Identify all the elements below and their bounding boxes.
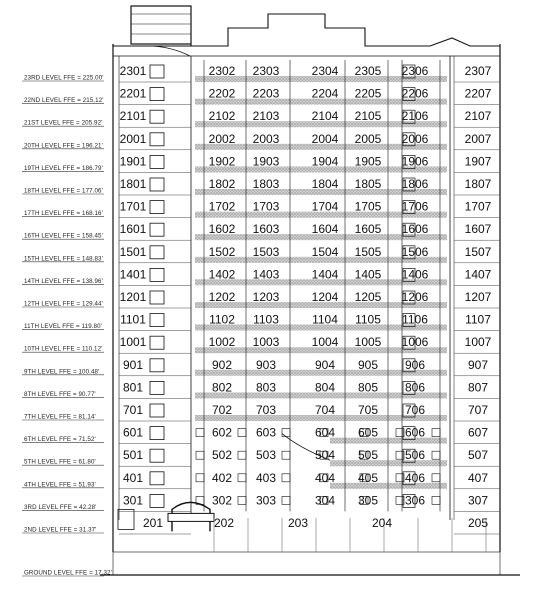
unit-number: 2006 — [401, 131, 429, 146]
unit-number: 2101 — [119, 109, 147, 124]
unit-number: 1107 — [465, 312, 491, 327]
level-label: 23RD LEVEL FFE = 225.00' — [24, 74, 104, 82]
unit-number: 2301 — [119, 64, 147, 78]
unit-number: 703 — [255, 403, 277, 417]
unit-number: 2201 — [119, 86, 147, 101]
unit-number: 2206 — [401, 86, 429, 101]
unit-number: 1105 — [355, 312, 381, 327]
unit-number: 2004 — [311, 131, 339, 146]
unit-number: 1001 — [119, 335, 147, 350]
unit-number: 1207 — [464, 290, 492, 304]
unit-number: 2305 — [354, 64, 382, 78]
level-label: 18TH LEVEL FFE = 177.06' — [24, 187, 103, 195]
level-label: 7TH LEVEL FFE = 81.14' — [24, 413, 96, 421]
unit-number: 1204 — [311, 290, 339, 304]
unit-number: 303 — [255, 493, 277, 508]
unit-number: 502 — [211, 448, 233, 463]
square-window — [282, 474, 290, 482]
level-label: 10TH LEVEL FFE = 110.12' — [24, 345, 103, 353]
unit-number: 601 — [122, 425, 144, 440]
level-label: 4TH LEVEL FFE = 51.93' — [24, 481, 96, 489]
square-window — [238, 474, 246, 482]
unit-number: 1202 — [208, 290, 236, 304]
unit-number: 1501 — [119, 244, 147, 259]
unit-number: 304 — [314, 493, 336, 508]
unit-number: 2007 — [464, 131, 492, 146]
unit-number: 2005 — [354, 131, 382, 146]
level-label: 22ND LEVEL FFE = 215.12' — [24, 97, 104, 105]
unit-number: 2107 — [464, 109, 492, 124]
unit-number: 1402 — [208, 267, 236, 282]
window-box — [150, 427, 164, 440]
unit-number: 2203 — [252, 86, 280, 101]
level-label: 6TH LEVEL FFE = 71.52' — [24, 436, 96, 444]
spandrel-band — [330, 483, 447, 489]
unit-number: 1104 — [312, 312, 338, 327]
unit-number: 602 — [211, 425, 233, 440]
unit-number: 406 — [404, 470, 426, 485]
unit-number: 1804 — [311, 177, 339, 191]
unit-number: 807 — [467, 380, 489, 395]
unit-number: 903 — [255, 357, 277, 372]
unit-number: 706 — [404, 403, 426, 417]
unit-number: 906 — [404, 357, 426, 372]
window-box — [150, 201, 164, 214]
unit-number: 1607 — [464, 222, 492, 237]
unit-number: 2303 — [252, 64, 280, 78]
unit-number: 1504 — [311, 244, 339, 259]
square-window — [282, 451, 290, 459]
unit-number: 804 — [314, 380, 336, 395]
unit-number: 306 — [404, 493, 426, 508]
level-label: 3RD LEVEL FFE = 42.28' — [24, 503, 97, 511]
unit-number: 901 — [122, 357, 144, 372]
unit-number: 503 — [255, 448, 277, 463]
unit-number: 1406 — [401, 267, 429, 282]
unit-number: 2205 — [354, 86, 382, 101]
unit-number: 1003 — [252, 335, 280, 350]
level-label: 19TH LEVEL FFE = 186.79' — [24, 164, 103, 172]
level-label: 12TH LEVEL FFE = 129.44' — [24, 300, 103, 308]
unit-number: 1403 — [252, 267, 280, 282]
unit-number: 2002 — [208, 131, 236, 146]
window-box — [150, 494, 164, 507]
level-label: 21ST LEVEL FFE = 205.92' — [24, 119, 103, 127]
square-window — [282, 429, 290, 437]
unit-number: 307 — [467, 493, 489, 508]
spandrel-band — [330, 460, 447, 466]
unit-number: 204 — [371, 516, 393, 530]
window-box — [150, 268, 164, 281]
unit-number: 205 — [467, 516, 489, 530]
unit-number: 2105 — [354, 109, 382, 124]
unit-number: 1205 — [354, 290, 382, 304]
window-box — [150, 65, 164, 78]
unit-number: 1101 — [120, 312, 146, 327]
level-label: 17TH LEVEL FFE = 168.16' — [24, 210, 103, 218]
unit-number: 405 — [357, 470, 379, 485]
unit-number: 201 — [142, 516, 164, 530]
level-label: 8TH LEVEL FFE = 90.77' — [24, 390, 96, 398]
unit-number: 1807 — [464, 177, 492, 191]
unit-number: 902 — [211, 357, 233, 372]
unit-number: 2204 — [311, 86, 339, 101]
square-window — [432, 496, 440, 504]
unit-number: 607 — [467, 425, 489, 440]
unit-number: 1507 — [464, 244, 492, 259]
unit-number: 1906 — [401, 154, 429, 169]
unit-number: 1604 — [311, 222, 339, 237]
square-window — [282, 496, 290, 504]
square-window — [432, 451, 440, 459]
unit-number: 707 — [467, 403, 489, 417]
unit-number: 2003 — [252, 131, 280, 146]
unit-number: 1106 — [402, 312, 428, 327]
unit-number: 1404 — [311, 267, 339, 282]
unit-number: 2302 — [208, 64, 236, 78]
unit-number: 1203 — [252, 290, 280, 304]
window-box — [150, 155, 164, 168]
unit-number: 1005 — [354, 335, 382, 350]
unit-number: 801 — [122, 380, 144, 395]
level-label: 11TH LEVEL FFE = 119.80' — [24, 323, 102, 331]
unit-number: 1407 — [464, 267, 492, 282]
unit-number: 603 — [255, 425, 277, 440]
unit-number: 1103 — [253, 312, 279, 327]
unit-number: 905 — [357, 357, 379, 372]
unit-number: 1206 — [401, 290, 429, 304]
roof-parapet — [113, 14, 500, 46]
level-label: 20TH LEVEL FFE = 196.21' — [24, 142, 103, 150]
unit-number: 1605 — [354, 222, 382, 237]
unit-number: 605 — [357, 425, 379, 440]
unit-number: 1805 — [354, 177, 382, 191]
unit-number: 2102 — [208, 109, 236, 124]
unit-number: 1801 — [119, 177, 147, 191]
unit-number: 1201 — [119, 290, 147, 304]
window-box — [150, 223, 164, 236]
unit-number: 1704 — [311, 199, 339, 214]
unit-number: 1904 — [311, 154, 339, 169]
unit-number: 1007 — [464, 335, 492, 350]
unit-number: 504 — [314, 448, 336, 463]
unit-number: 907 — [467, 357, 489, 372]
window-box — [150, 110, 164, 123]
unit-number: 1506 — [401, 244, 429, 259]
unit-number: 1705 — [354, 199, 382, 214]
unit-number: 1006 — [401, 335, 429, 350]
unit-number: 606 — [404, 425, 426, 440]
window-box — [150, 246, 164, 259]
unit-number: 302 — [211, 493, 233, 508]
unit-number: 805 — [357, 380, 379, 395]
unit-number: 404 — [314, 470, 336, 485]
unit-number: 402 — [211, 470, 233, 485]
unit-number: 1905 — [354, 154, 382, 169]
unit-number: 203 — [287, 516, 309, 530]
stair-tower — [131, 6, 191, 44]
unit-number: 403 — [255, 470, 277, 485]
level-label: 16TH LEVEL FFE = 158.45' — [24, 232, 103, 240]
unit-number: 904 — [314, 357, 336, 372]
unit-number: 1803 — [252, 177, 280, 191]
level-label: 15TH LEVEL FFE = 148.83' — [24, 255, 103, 263]
unit-number: 2207 — [464, 86, 492, 101]
window-box — [150, 178, 164, 191]
unit-number: 1002 — [208, 335, 236, 350]
window-box — [150, 404, 164, 417]
unit-number: 1701 — [119, 199, 147, 214]
storefront-base — [113, 552, 500, 575]
window-box — [150, 88, 164, 101]
unit-number: 701 — [122, 403, 144, 417]
unit-number: 507 — [467, 448, 489, 463]
unit-number: 2307 — [464, 64, 492, 78]
level-label: 9TH LEVEL FFE = 100.48' — [24, 368, 100, 376]
square-window — [432, 429, 440, 437]
unit-number: 1907 — [464, 154, 492, 169]
level-label: 14TH LEVEL FFE = 138.96' — [24, 277, 103, 285]
unit-number: 301 — [122, 493, 144, 508]
unit-number: 802 — [211, 380, 233, 395]
unit-number: 604 — [314, 425, 336, 440]
unit-number: 705 — [357, 403, 379, 417]
entry-door — [118, 509, 134, 529]
unit-number: 2306 — [401, 64, 429, 78]
window-box — [150, 449, 164, 462]
unit-number: 1606 — [401, 222, 429, 237]
unit-number: 506 — [404, 448, 426, 463]
unit-number: 1903 — [252, 154, 280, 169]
unit-number: 202 — [213, 516, 235, 530]
window-box — [150, 291, 164, 304]
level-label: 5TH LEVEL FFE = 61.80' — [24, 458, 96, 466]
spandrel-band — [330, 438, 447, 444]
unit-number: 1702 — [208, 199, 236, 214]
unit-number: 2304 — [311, 64, 339, 78]
unit-number: 1102 — [209, 312, 235, 327]
unit-number: 1802 — [208, 177, 236, 191]
window-box — [150, 359, 164, 372]
unit-number: 401 — [122, 470, 144, 485]
unit-number: 1706 — [401, 199, 429, 214]
square-window — [196, 451, 204, 459]
unit-number: 407 — [467, 470, 489, 485]
unit-number: 803 — [255, 380, 277, 395]
unit-number: 1601 — [119, 222, 147, 237]
unit-number: 2103 — [252, 109, 280, 124]
level-label: GROUND LEVEL FFE = 17.32' — [24, 569, 112, 577]
square-window — [238, 496, 246, 504]
unit-number: 1602 — [208, 222, 236, 237]
window-box — [150, 133, 164, 146]
unit-number: 1603 — [252, 222, 280, 237]
unit-number: 501 — [122, 448, 144, 463]
square-window — [432, 474, 440, 482]
square-window — [238, 429, 246, 437]
square-window — [238, 451, 246, 459]
unit-number: 2106 — [401, 109, 429, 124]
unit-number: 1901 — [119, 154, 147, 169]
window-box — [150, 472, 164, 485]
unit-number: 1806 — [401, 177, 429, 191]
unit-number: 2202 — [208, 86, 236, 101]
unit-number: 2001 — [119, 131, 147, 146]
unit-number: 1401 — [119, 267, 147, 282]
unit-number: 2104 — [311, 109, 339, 124]
unit-number: 1004 — [311, 335, 339, 350]
window-box — [150, 381, 164, 394]
unit-number: 305 — [357, 493, 379, 508]
unit-number: 505 — [357, 448, 379, 463]
unit-number: 1503 — [252, 244, 280, 259]
unit-number: 1405 — [354, 267, 382, 282]
window-box — [150, 314, 164, 327]
canopy-band — [168, 513, 214, 521]
window-box — [150, 336, 164, 349]
unit-number: 704 — [314, 403, 336, 417]
unit-number: 1707 — [464, 199, 492, 214]
square-window — [196, 429, 204, 437]
level-label: 2ND LEVEL FFE = 31.37' — [24, 526, 97, 534]
unit-number: 1505 — [354, 244, 382, 259]
unit-number: 1902 — [208, 154, 236, 169]
unit-number: 1703 — [252, 199, 280, 214]
unit-number: 702 — [211, 403, 233, 417]
square-window — [196, 474, 204, 482]
unit-number: 806 — [404, 380, 426, 395]
unit-number: 1502 — [208, 244, 236, 259]
